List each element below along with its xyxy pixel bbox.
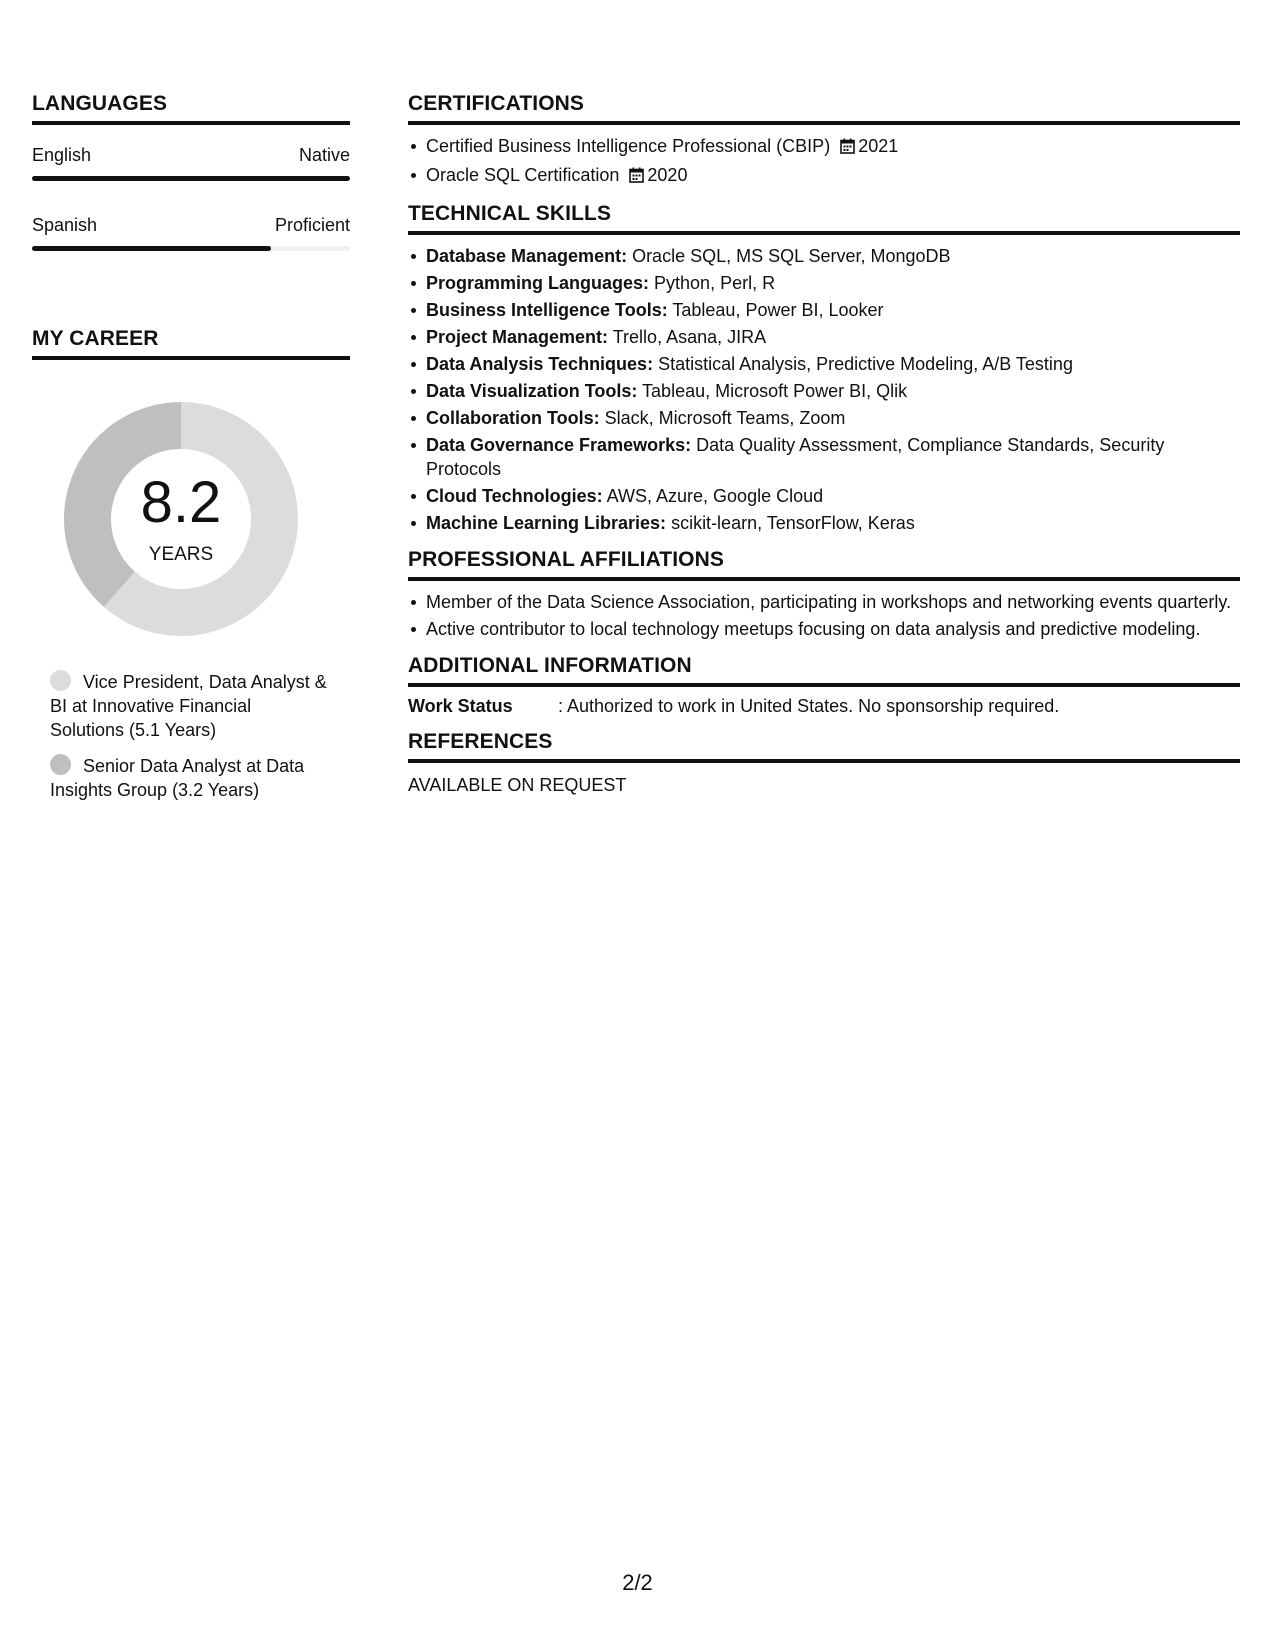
skill-category: Data Visualization Tools: [426,381,638,401]
language-item [32,145,350,181]
affiliations-heading: PROFESSIONAL AFFILIATIONS [408,548,1240,581]
language-proficiency-fill [32,176,350,181]
skill-category: Business Intelligence Tools: [426,300,668,320]
language-name: Spanish [32,215,98,235]
skill-values: Data Quality Assessment, Compliance Standards, Security Protocols [426,435,1165,479]
left-column [32,92,350,814]
career-heading: MY CAREER [32,327,350,360]
skill-values: Statistical Analysis, Predictive Modeling, A/B Testing [653,354,1073,374]
additional-info-heading: ADDITIONAL INFORMATION [408,654,1240,687]
affiliations-section [408,548,1240,641]
skill-category: Cloud Technologies: [426,486,603,506]
career-donut-chart [56,394,306,644]
career-role-label: Vice President, Data Analyst & BI at Innovative Financial Solutions (5.1 Years) [50,672,327,740]
skill-item [426,352,1240,376]
certifications-heading: CERTIFICATIONS [408,92,1240,125]
work-status-row [408,696,1240,717]
certification-name: Certified Business Intelligence Professional (CBIP) [426,136,831,156]
references-section [408,730,1240,796]
skill-item [426,298,1240,322]
skill-values: Tableau, Power BI, Looker [667,300,884,320]
career-legend [32,670,350,802]
language-name: English [32,145,92,165]
certification-name: Oracle SQL Certification [426,165,620,185]
skill-category: Project Management: [426,327,609,347]
language-item [32,215,350,251]
skill-values: Tableau, Microsoft Power BI, Qlik [637,381,908,401]
career-total-unit: YEARS [148,544,214,565]
skill-item [426,511,1240,535]
legend-dot-icon [50,754,71,775]
skill-item [426,406,1240,430]
calendar-icon [840,136,855,160]
language-proficiency-bar [32,176,350,181]
career-legend-item [50,670,350,742]
career-total-value: 8.2 [140,470,222,535]
skill-category: Database Management: [426,246,628,266]
language-proficiency-fill [32,246,271,251]
certification-year: 2021 [858,136,899,156]
technical-skills-heading: TECHNICAL SKILLS [408,202,1240,235]
references-text: AVAILABLE ON REQUEST [408,775,627,795]
additional-info-section [408,654,1240,717]
skill-values: Python, Perl, R [649,273,776,293]
skill-category: Collaboration Tools: [426,408,600,428]
right-column [408,92,1240,809]
certification-item [426,163,1240,189]
legend-dot-icon [50,670,71,691]
skill-category: Programming Languages: [426,273,650,293]
skill-category: Data Analysis Techniques: [426,354,654,374]
work-status-value: : Authorized to work in United States. No sponsorship required. [558,696,1060,716]
skill-item [426,325,1240,349]
affiliation-item: Active contributor to local technology meetups focusing on data analysis and predictive modeling. [426,617,1240,641]
language-proficiency-bar [32,246,350,251]
references-heading: REFERENCES [408,730,1240,763]
skill-values: AWS, Azure, Google Cloud [602,486,824,506]
career-legend-item [50,754,350,802]
skill-item [426,244,1240,268]
language-level: Native [298,145,350,165]
skill-item [426,484,1240,508]
skill-item [426,433,1240,481]
languages-heading: LANGUAGES [32,92,350,125]
skill-values: Trello, Asana, JIRA [608,327,767,347]
page-number: 2/2 [622,1570,653,1595]
affiliation-item: Member of the Data Science Association, participating in workshops and networking events quarterly. [426,590,1240,614]
certification-item [426,134,1240,160]
work-status-label: Work Status [408,696,513,716]
skill-category: Machine Learning Libraries: [426,513,667,533]
language-level: Proficient [274,215,350,235]
skill-category: Data Governance Frameworks: [426,435,692,455]
career-role-label: Senior Data Analyst at Data Insights Group (3.2 Years) [50,756,305,800]
certifications-section [408,92,1240,189]
technical-skills-section [408,202,1240,535]
skill-item [426,379,1240,403]
skill-values: Oracle SQL, MS SQL Server, MongoDB [627,246,951,266]
skill-values: Slack, Microsoft Teams, Zoom [599,408,846,428]
certification-year: 2020 [647,165,688,185]
calendar-icon [629,165,644,189]
skill-values: scikit-learn, TensorFlow, Keras [666,513,915,533]
skill-item [426,271,1240,295]
